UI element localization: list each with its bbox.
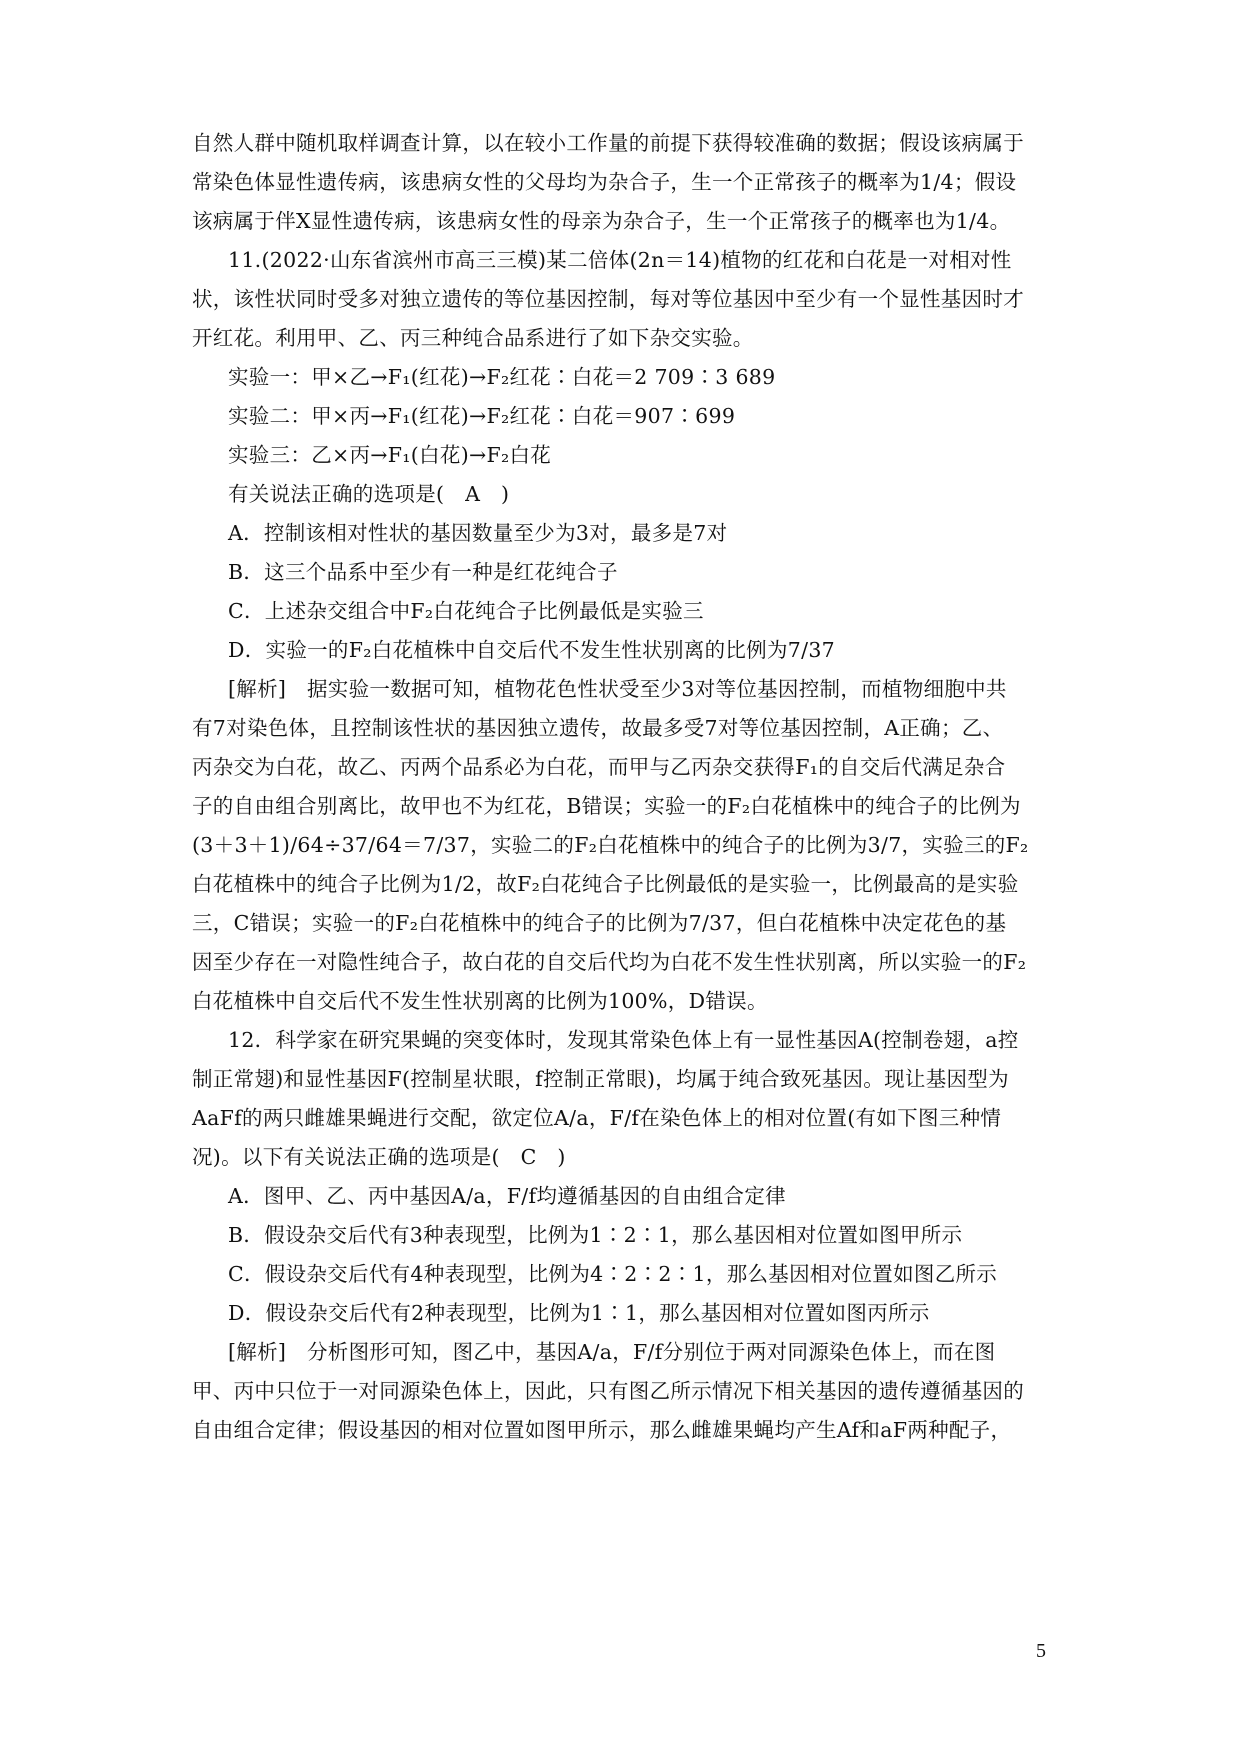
text-line: 三，C错误；实验一的F₂白花植株中的纯合子的比例为7/37，但白花植株中决定花色的基 (192, 911, 1007, 935)
option-a: A．图甲、乙、丙中基因A/a，F/f均遵循基因的自由组合定律 (228, 1184, 786, 1208)
experiment-3: 实验三：乙×丙→F₁(白花)→F₂白花 (228, 443, 552, 467)
question-12-stem: 12．科学家在研究果蝇的突变体时，发现其常染色体上有一显性基因A(控制卷翅，a控 (228, 1028, 1019, 1052)
text-line: 甲、丙中只位于一对同源染色体上，因此，只有图乙所示情况下相关基因的遗传遵循基因的 (192, 1379, 1024, 1403)
page-number: 5 (1036, 1640, 1046, 1662)
option-a: A．控制该相对性状的基因数量至少为3对，最多是7对 (228, 521, 728, 545)
text-line: 况)。以下有关说法正确的选项是( C ) (192, 1145, 566, 1169)
text-line: 开红花。利用甲、乙、丙三种纯合品系进行了如下杂交实验。 (192, 326, 754, 350)
option-d: D．实验一的F₂白花植株中自交后代不发生性状别离的比例为7/37 (228, 638, 836, 662)
analysis-12: [解析] 分析图形可知，图乙中，基因A/a，F/f分别位于两对同源染色体上，而在图 (228, 1340, 996, 1364)
option-c: C．上述杂交组合中F₂白花纯合子比例最低是实验三 (228, 599, 704, 623)
text-line: AaFf的两只雌雄果蝇进行交配，欲定位A/a，F/f在染色体上的相对位置(有如下图三种情 (192, 1106, 1002, 1130)
text-line: 状，该性状同时受多对独立遗传的等位基因控制，每对等位基因中至少有一个显性基因时才 (192, 287, 1024, 311)
text-line: 子的自由组合别离比，故甲也不为红花，B错误；实验一的F₂白花植株中的纯合子的比例为 (192, 794, 1021, 818)
option-b: B．这三个品系中至少有一种是红花纯合子 (228, 560, 618, 584)
option-c: C．假设杂交后代有4种表现型，比例为4∶2∶2∶1，那么基因相对位置如图乙所示 (228, 1262, 998, 1286)
text-line: 制正常翅)和显性基因F(控制星状眼，f控制正常眼)，均属于纯合致死基因。现让基因型为 (192, 1067, 1009, 1091)
experiment-2: 实验二：甲×丙→F₁(红花)→F₂红花∶白花＝907∶699 (228, 404, 736, 428)
question-11-stem: 11.(2022·山东省滨州市高三三模)某二倍体(2n＝14)植物的红花和白花是一对相对性 (228, 248, 1012, 272)
text-line: 自由组合定律；假设基因的相对位置如图甲所示，那么雌雄果蝇均产生Af和aF两种配子， (192, 1418, 1012, 1442)
experiment-1: 实验一：甲×乙→F₁(红花)→F₂红花∶白花＝2 709∶3 689 (228, 365, 776, 389)
option-d: D．假设杂交后代有2种表现型，比例为1∶1，那么基因相对位置如图丙所示 (228, 1301, 930, 1325)
text-line: (3＋3＋1)/64÷37/64＝7/37，实验二的F₂白花植株中的纯合子的比例为3/7，实验三的F₂ (192, 833, 1029, 857)
text-line: 自然人群中随机取样调查计算，以在较小工作量的前提下获得较准确的数据；假设该病属于 (192, 131, 1024, 155)
text-line: 丙杂交为白花，故乙、丙两个品系必为白花，而甲与乙丙杂交获得F₁的自交后代满足杂合 (192, 755, 1006, 779)
text-line: 有7对染色体，且控制该性状的基因独立遗传，故最多受7对等位基因控制，A正确；乙、 (192, 716, 1004, 740)
text-line: 常染色体显性遗传病，该患病女性的父母均为杂合子，生一个正常孩子的概率为1/4；假设 (192, 170, 1017, 194)
text-line: 该病属于伴X显性遗传病，该患病女性的母亲为杂合子，生一个正常孩子的概率也为1/4。 (192, 209, 1011, 233)
text-line: 因至少存在一对隐性纯合子，故白花的自交后代均为白花不发生性状别离，所以实验一的F₂ (192, 950, 1027, 974)
question-prompt: 有关说法正确的选项是( A ) (228, 482, 510, 506)
analysis-11: [解析] 据实验一数据可知，植物花色性状受至少3对等位基因控制，而植物细胞中共 (228, 677, 1007, 701)
option-b: B．假设杂交后代有3种表现型，比例为1∶2∶1，那么基因相对位置如图甲所示 (228, 1223, 963, 1247)
text-line: 白花植株中的纯合子比例为1/2，故F₂白花纯合子比例最低的是实验一，比例最高的是实验 (192, 872, 1019, 896)
text-line: 白花植株中自交后代不发生性状别离的比例为100%，D错误。 (192, 989, 768, 1013)
